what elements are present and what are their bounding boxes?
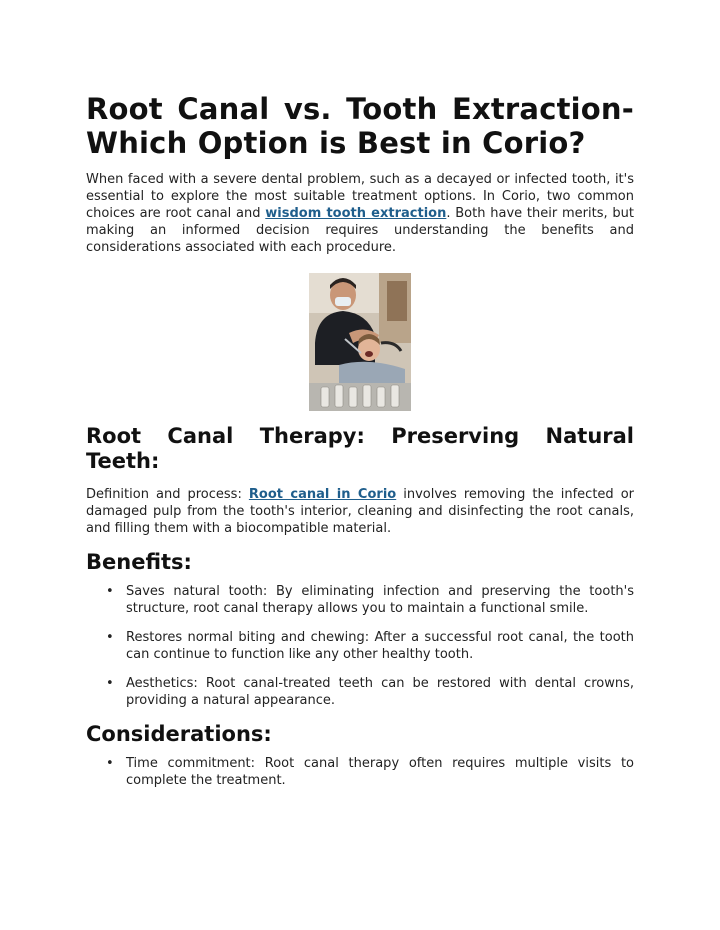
wisdom-tooth-extraction-link[interactable]: wisdom tooth extraction bbox=[265, 206, 447, 221]
benefits-heading: Benefits: bbox=[86, 550, 192, 574]
list-item: • Restores normal biting and chewing: After a successful root canal, the tooth can continue to function like any other healthy tooth. bbox=[126, 629, 634, 663]
list-item: • Time commitment: Root canal therapy often requires multiple visits to complete the treatment. bbox=[126, 755, 634, 789]
title-line-1: Root Canal vs. Tooth Extraction- bbox=[86, 92, 634, 126]
list-item: • Aesthetics: Root canal-treated teeth can be restored with dental crowns, providing a natural appearance. bbox=[126, 675, 634, 709]
definition-text-start: Definition and process: bbox=[86, 487, 249, 502]
intro-text-end: . Both have their merits, but making an informed decision requires understanding the benefits and considerations associated with each procedure. bbox=[86, 206, 635, 255]
dentist-photo bbox=[309, 273, 411, 411]
considerations-heading: Considerations: bbox=[86, 722, 272, 746]
root-canal-in-corio-link[interactable]: Root canal in Corio bbox=[248, 487, 397, 502]
list-item: • Saves natural tooth: By eliminating infection and preserving the tooth's structure, root canal therapy allows you to maintain a functional smile. bbox=[126, 583, 634, 617]
section-heading-line-1: Root Canal Therapy: Preserving Natural bbox=[86, 424, 634, 448]
page-title bbox=[86, 92, 634, 160]
section-heading-root-canal bbox=[86, 424, 634, 474]
section-heading-line-2: Teeth: bbox=[86, 449, 160, 473]
document-page bbox=[86, 92, 634, 801]
benefits-list bbox=[86, 583, 634, 709]
intro-text-start: When faced with a severe dental problem, such as a decayed or infected tooth, it's essential to explore the most suitable treatment options. In Corio, two common choices are root canal and bbox=[86, 172, 634, 221]
definition-paragraph bbox=[86, 486, 634, 537]
intro-paragraph bbox=[86, 171, 634, 256]
title-line-2: Which Option is Best in Corio? bbox=[86, 126, 586, 160]
considerations-list bbox=[86, 755, 634, 789]
dentist-patient-illustration bbox=[309, 273, 411, 411]
definition-text-end: involves removing the infected or damaged pulp from the tooth's interior, cleaning and disinfecting the root canals, and filling them with a biocompatible material. bbox=[86, 487, 635, 536]
